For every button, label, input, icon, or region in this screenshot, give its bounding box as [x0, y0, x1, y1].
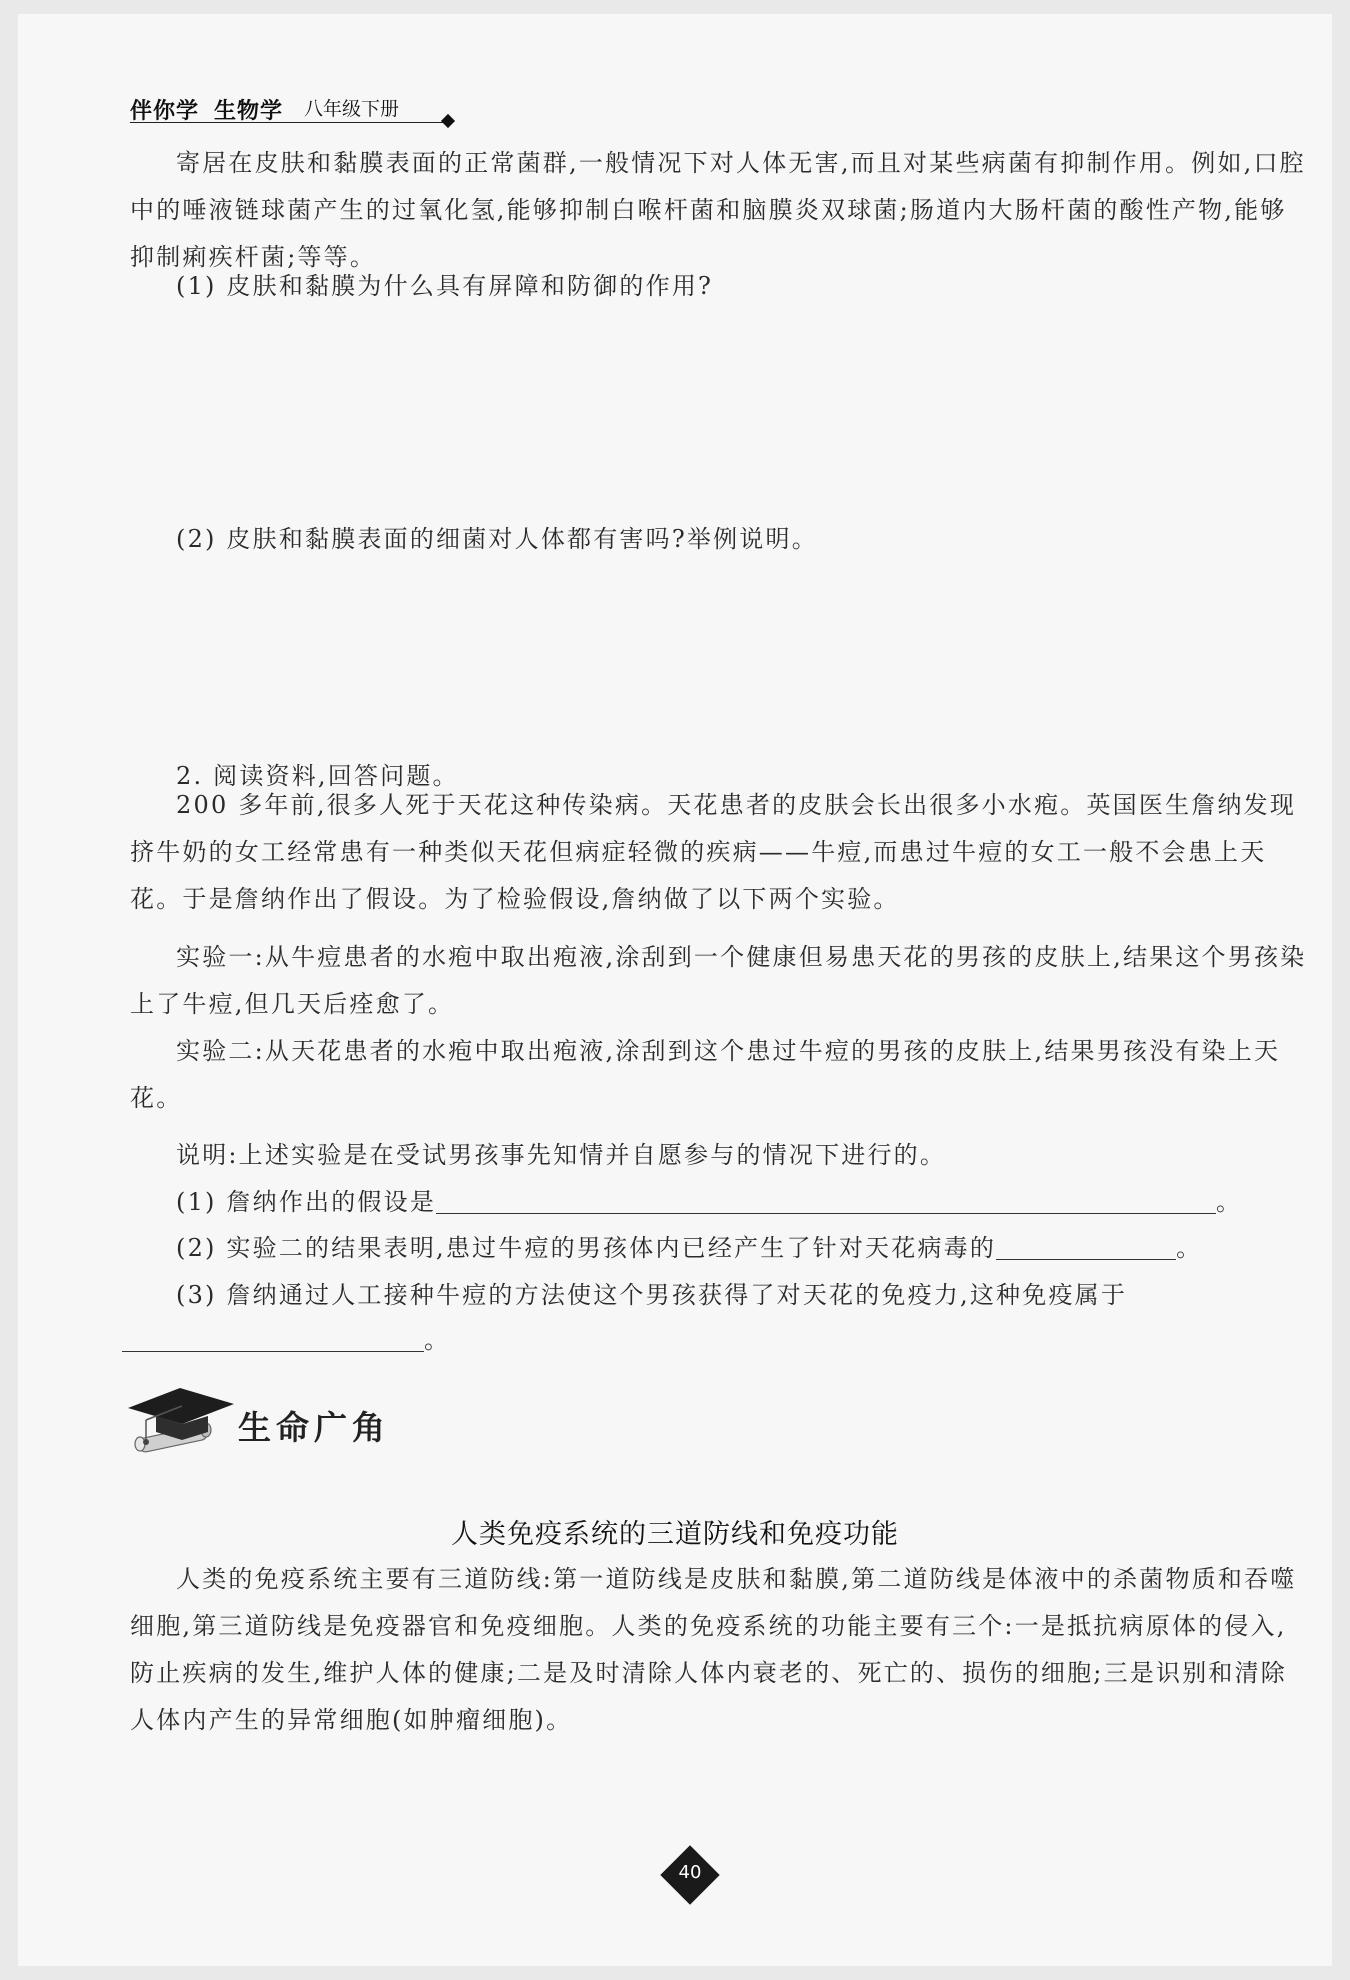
- q1-sub2: (2) 皮肤和黏膜表面的细菌对人体都有害吗?举例说明。: [176, 525, 818, 553]
- answer-blank-1[interactable]: [436, 1213, 1216, 1214]
- q2-sub1-period: 。: [1216, 1188, 1243, 1216]
- article-body: 人类的免疫系统主要有三道防线:第一道防线是皮肤和黏膜,第二道防线是体液中的杀菌物质和吞噬细胞,第三道防线是免疫器官和免疫细胞。人类的免疫系统的功能主要有三个:一是抵抗病原体的侵入,防止疾病的发生,维护人体的健康;二是及时清除人体内衰老的、死亡的、损伤的细胞;三是识别和清除人体内产生的异常细胞(如肿瘤细胞)。: [130, 1565, 1297, 1734]
- q2-sub1-row: [176, 1182, 1242, 1217]
- q2-para1: 200 多年前,很多人死于天花这种传染病。天花患者的皮肤会长出很多小水疱。英国医生詹纳发现挤牛奶的女工经常患有一种类似天花但病症轻微的疾病——牛痘,而患过牛痘的女工一般不会患上天花。于是詹纳作出了假设。为了检验假设,詹纳做了以下两个实验。: [130, 791, 1297, 913]
- header-grade: 八年级下册: [304, 98, 400, 120]
- header-book-title: 伴你学: [130, 99, 200, 124]
- answer-blank-3[interactable]: [122, 1351, 424, 1352]
- q1-material: 寄居在皮肤和黏膜表面的正常菌群,一般情况下对人体无害,而且对某些病菌有抑制作用。例如,口腔中的唾液链球菌产生的过氧化氢,能够抑制白喉杆菌和脑膜炎双球菌;肠道内大肠杆菌的酸性产物,能够抑制痢疾杆菌;等等。: [130, 149, 1306, 271]
- answer-blank-2[interactable]: [996, 1259, 1176, 1260]
- article-title: 人类免疫系统的三道防线和免疫功能: [451, 1519, 899, 1550]
- q2-sub2-text: (2) 实验二的结果表明,患过牛痘的男孩体内已经产生了针对天花病毒的: [176, 1234, 997, 1262]
- header-divider: [130, 122, 448, 123]
- q2-sub1-text: (1) 詹纳作出的假设是: [176, 1188, 437, 1216]
- q2-sub2-row: [176, 1228, 1202, 1263]
- q2-sub2-period: 。: [1176, 1234, 1203, 1262]
- graduation-cap-icon: [122, 1374, 242, 1458]
- q2-sub3-answer-row: [122, 1320, 450, 1355]
- q2-sub3-period: 。: [424, 1326, 451, 1354]
- header-diamond-icon: [441, 114, 455, 128]
- q2-sub3-text: (3) 詹纳通过人工接种牛痘的方法使这个男孩获得了对天花的免疫力,这种免疫属于: [176, 1281, 1128, 1309]
- page-number: 40: [678, 1862, 702, 1883]
- q2-title: 2. 阅读资料,回答问题。: [176, 762, 459, 790]
- q1-sub1: (1) 皮肤和黏膜为什么具有屏障和防御的作用?: [176, 272, 714, 300]
- section-title: 生命广角: [238, 1408, 390, 1447]
- q2-experiment2: 实验二:从天花患者的水疱中取出疱液,涂刮到这个患过牛痘的男孩的皮肤上,结果男孩没有染上天花。: [130, 1037, 1281, 1112]
- worksheet-page: [18, 14, 1332, 1966]
- q2-note: 说明:上述实验是在受试男孩事先知情并自愿参与的情况下进行的。: [176, 1141, 947, 1169]
- header-subject: 生物学: [214, 99, 284, 124]
- q2-experiment1: 实验一:从牛痘患者的水疱中取出疱液,涂刮到一个健康但易患天花的男孩的皮肤上,结果这个男孩染上了牛痘,但几天后痊愈了。: [130, 943, 1307, 1018]
